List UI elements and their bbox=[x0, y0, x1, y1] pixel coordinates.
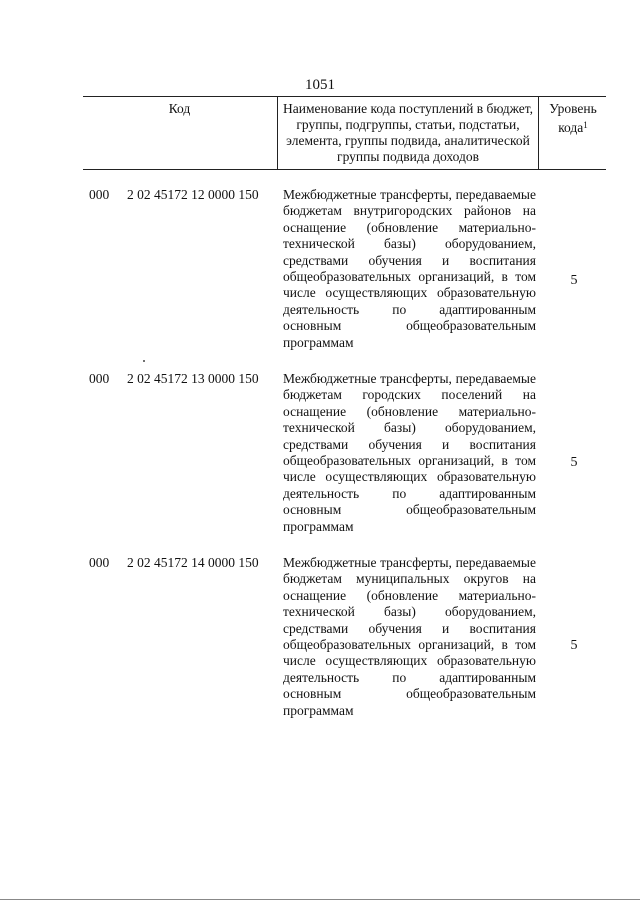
admin-code: 000 bbox=[89, 555, 110, 570]
footnote-marker: 1 bbox=[583, 120, 588, 130]
revenue-name: Межбюджетные трансферты, передаваемые бюджетам городских поселений на оснащение (обновление материально-технической базы) оборудованием, средствами обучения и воспитания общеобразовательных организаций, в том числе осуществляющих образовательную деятельность по адаптированным основным общеобразовательным программам bbox=[283, 371, 536, 534]
revenue-code: 2 02 45172 14 0000 150 bbox=[127, 555, 259, 570]
code-level: 5 bbox=[570, 638, 578, 653]
header-level bbox=[540, 101, 606, 136]
page-number: 1051 bbox=[305, 77, 335, 93]
code-level: 5 bbox=[570, 455, 578, 470]
column-divider bbox=[277, 97, 278, 169]
table-header bbox=[83, 96, 606, 170]
admin-code: 000 bbox=[89, 371, 110, 386]
header-name: Наименование кода поступлений в бюджет, группы, подгруппы, статьи, подстатьи, элемента, группы подвида, аналитической группы подвида доходов bbox=[282, 101, 533, 164]
scan-speck bbox=[143, 360, 145, 362]
revenue-name: Межбюджетные трансферты, передаваемые бюджетам внутригородских районов на оснащение (обновление материально-технической базы) оборудованием, средствами обучения и воспитания общеобразовательных организаций, в том числе осуществляющих образовательную деятельность по адаптированным основным общеобразовательным программам bbox=[283, 187, 536, 350]
revenue-name: Межбюджетные трансферты, передаваемые бюджетам муниципальных округов на оснащение (обновление материально-технической базы) оборудованием, средствами обучения и воспитания общеобразовательных организаций, в том числе осуществляющих образовательную деятельность по адаптированным основным общеобразовательным программам bbox=[283, 555, 536, 718]
column-divider bbox=[538, 97, 539, 169]
scan-edge-line bbox=[0, 899, 640, 900]
revenue-code: 2 02 45172 13 0000 150 bbox=[127, 371, 259, 386]
header-level-text: Уровень кода bbox=[549, 101, 597, 135]
code-level: 5 bbox=[570, 273, 578, 288]
admin-code: 000 bbox=[89, 187, 110, 202]
revenue-code: 2 02 45172 12 0000 150 bbox=[127, 187, 259, 202]
header-code: Код bbox=[168, 101, 191, 116]
